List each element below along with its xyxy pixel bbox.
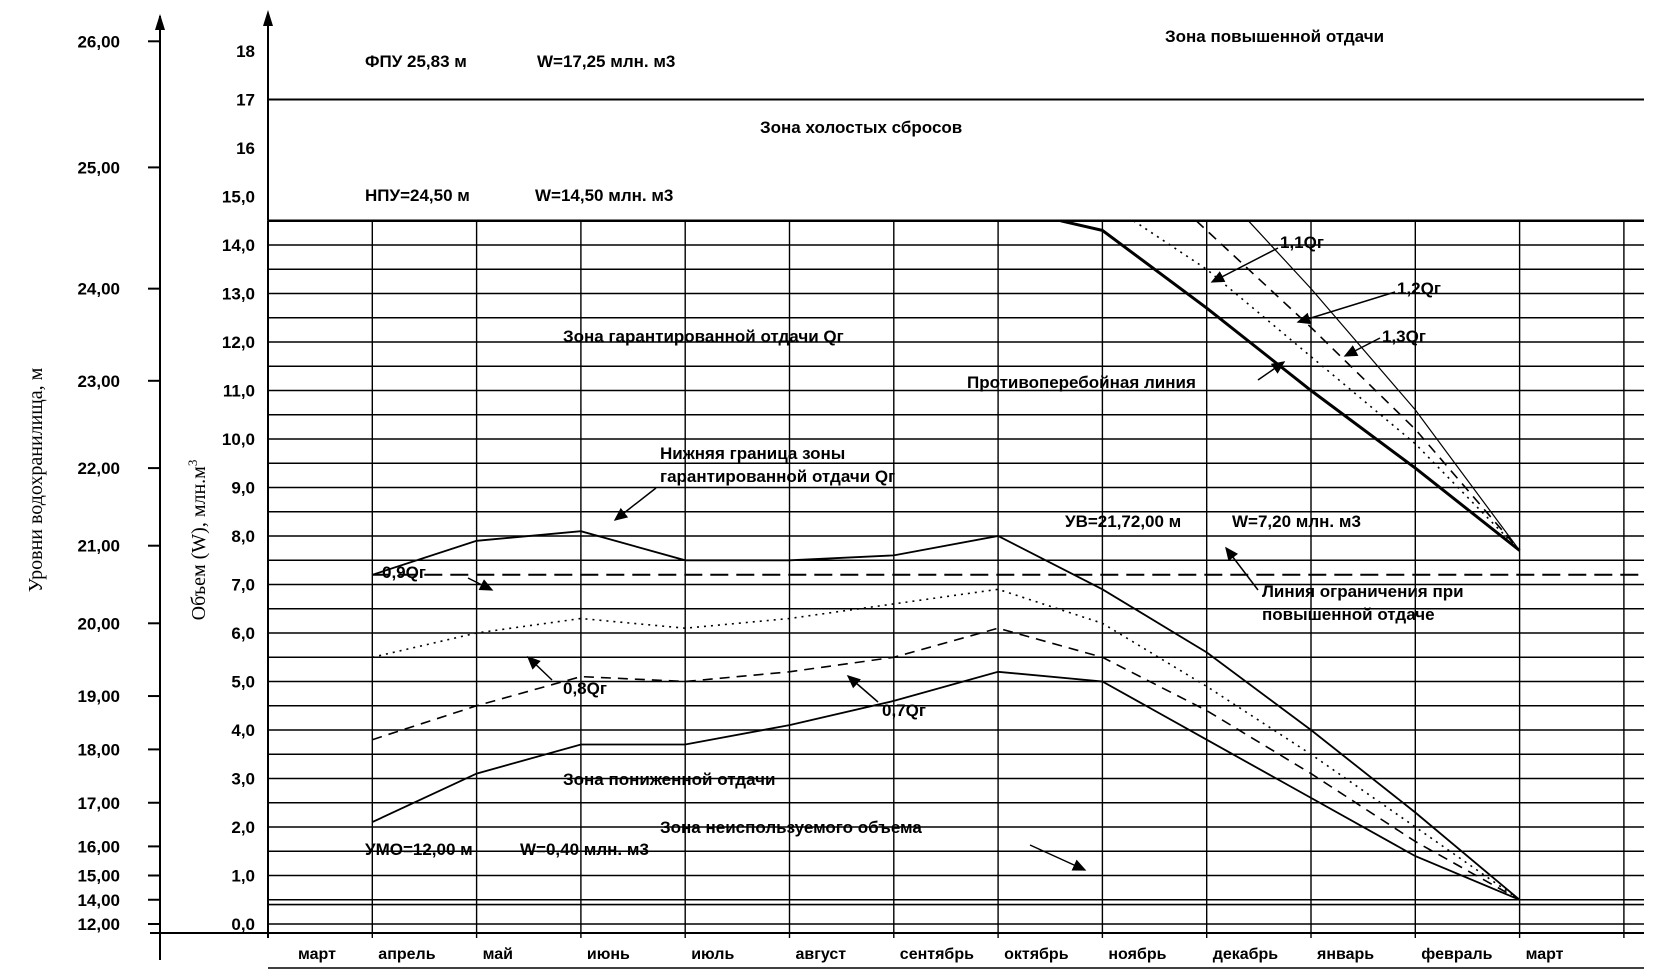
volume-tick-label: 18 (236, 42, 255, 61)
umo-label: УМО=12,00 м (365, 840, 473, 859)
anti-failure-arrow (1258, 362, 1284, 380)
zone-increased-label: Зона повышенной отдачи (1165, 27, 1385, 46)
zone-idle-label: Зона холостых сбросов (760, 118, 963, 137)
level-axis-title: Уровни водохранилища, м (25, 367, 47, 593)
volume-tick-label: 9,0 (231, 478, 255, 498)
level-tick-label: 18,00 (77, 740, 120, 760)
level-axis-arrow (155, 14, 165, 30)
month-label: январь (1317, 946, 1375, 963)
lower-bound-label-2: гарантированной отдачи Qг (660, 467, 896, 486)
month-label: декабрь (1212, 946, 1279, 963)
volume-tick-label: 11,0 (222, 381, 255, 401)
level-tick-label: 25,00 (77, 158, 120, 178)
month-axis (268, 946, 1644, 968)
zone-unused-label: Зона неиспользуемого объема (660, 818, 922, 837)
volume-tick-label: 13,0 (221, 284, 255, 304)
series-label-09: 0,9Qг (382, 563, 426, 582)
level-tick-label: 21,00 (77, 536, 120, 556)
series-label-13: 1,3Qг (1382, 327, 1426, 346)
fpu-label: ФПУ 25,83 м (365, 52, 467, 71)
lower-bound-arrow (615, 488, 656, 520)
volume-tick-label: 4,0 (231, 721, 255, 740)
series-line-7 (1248, 221, 1519, 551)
month-label: июль (691, 946, 735, 963)
umo-volume-label: W=0,40 млн. м3 (520, 840, 649, 859)
series-07-arrow (848, 676, 878, 702)
month-label: апрель (378, 946, 436, 963)
level-tick-label: 19,00 (77, 687, 120, 707)
volume-axis-title-sup: 3 (185, 459, 200, 467)
series-11-arrow (1212, 248, 1278, 282)
month-label: октябрь (1004, 946, 1069, 963)
restriction-arrow (1226, 548, 1258, 590)
volume-tick-label: 17 (236, 90, 255, 110)
lower-bound-label-1: Нижняя граница зоны (660, 444, 846, 463)
series-line-6 (1196, 221, 1519, 551)
volume-tick-label: 2,0 (231, 818, 255, 837)
month-label: сентябрь (899, 946, 974, 963)
volume-tick-label: 6,0 (231, 624, 255, 643)
level-tick-label: 12,00 (77, 915, 120, 934)
series-label-07: 0,7Qг (882, 701, 926, 720)
fpu-volume-label: W=17,25 млн. м3 (537, 52, 676, 71)
level-tick-label: 22,00 (77, 459, 120, 479)
volume-tick-label: 12,0 (221, 333, 255, 352)
month-label: март (1525, 946, 1564, 963)
npu-label: НПУ=24,50 м (365, 186, 470, 205)
level-tick-label: 20,00 (77, 614, 120, 634)
month-label: март (298, 946, 336, 963)
month-label: август (795, 946, 847, 963)
series-label-11: 1,1Qг (1280, 233, 1324, 252)
volume-tick-label: 0,0 (231, 915, 255, 934)
anti-failure-label: Противоперебойная линия (967, 373, 1196, 392)
uv-volume-label: W=7,20 млн. м3 (1232, 512, 1361, 531)
volume-axis-title: Объем (W), $млн.м^3$ (185, 459, 210, 621)
uv-label: УВ=21,72,00 м (1065, 512, 1182, 531)
volume-tick-label: 5,0 (231, 672, 255, 692)
series-label-12: 1,2Qг (1397, 279, 1441, 298)
level-tick-label: 15,00 (77, 866, 120, 886)
month-label: май (482, 946, 513, 963)
npu-volume-label: W=14,50 млн. м3 (535, 186, 674, 205)
unused-arrow (1030, 845, 1085, 870)
month-label: июнь (586, 946, 630, 963)
month-label: ноябрь (1108, 946, 1167, 963)
zone-guaranteed-label: Зона гарантированной отдачи Qг (563, 327, 844, 346)
volume-tick-label: 1,0 (231, 866, 255, 886)
volume-tick-label: 7,0 (231, 575, 255, 595)
volume-axis-arrow (263, 10, 273, 26)
volume-tick-label: 3,0 (231, 769, 255, 789)
level-tick-label: 16,00 (77, 837, 120, 857)
volume-tick-label: 15,0 (221, 187, 255, 207)
volume-tick-label: 16 (236, 139, 255, 158)
level-tick-label: 26,00 (77, 32, 120, 52)
volume-tick-label: 10,0 (221, 430, 255, 449)
chart-grid (150, 10, 1644, 938)
level-tick-label: 24,00 (77, 279, 120, 299)
level-tick-label: 23,00 (77, 371, 120, 391)
level-tick-label: 17,00 (77, 793, 120, 813)
restriction-label-2: повышенной отдаче (1262, 605, 1435, 624)
level-tick-label: 14,00 (77, 890, 120, 910)
series-label-08: 0,8Qг (563, 679, 607, 698)
axis-ticks (77, 14, 255, 960)
series-line-2 (372, 628, 1519, 900)
volume-tick-label: 14,0 (221, 236, 255, 255)
series-13-arrow (1345, 338, 1380, 356)
zone-reduced-label: Зона пониженной отдачи (563, 770, 776, 789)
series-08-arrow (528, 657, 552, 680)
month-label: февраль (1421, 946, 1493, 963)
restriction-label-1: Линия ограничения при (1262, 582, 1464, 601)
volume-tick-label: 8,0 (231, 527, 255, 546)
